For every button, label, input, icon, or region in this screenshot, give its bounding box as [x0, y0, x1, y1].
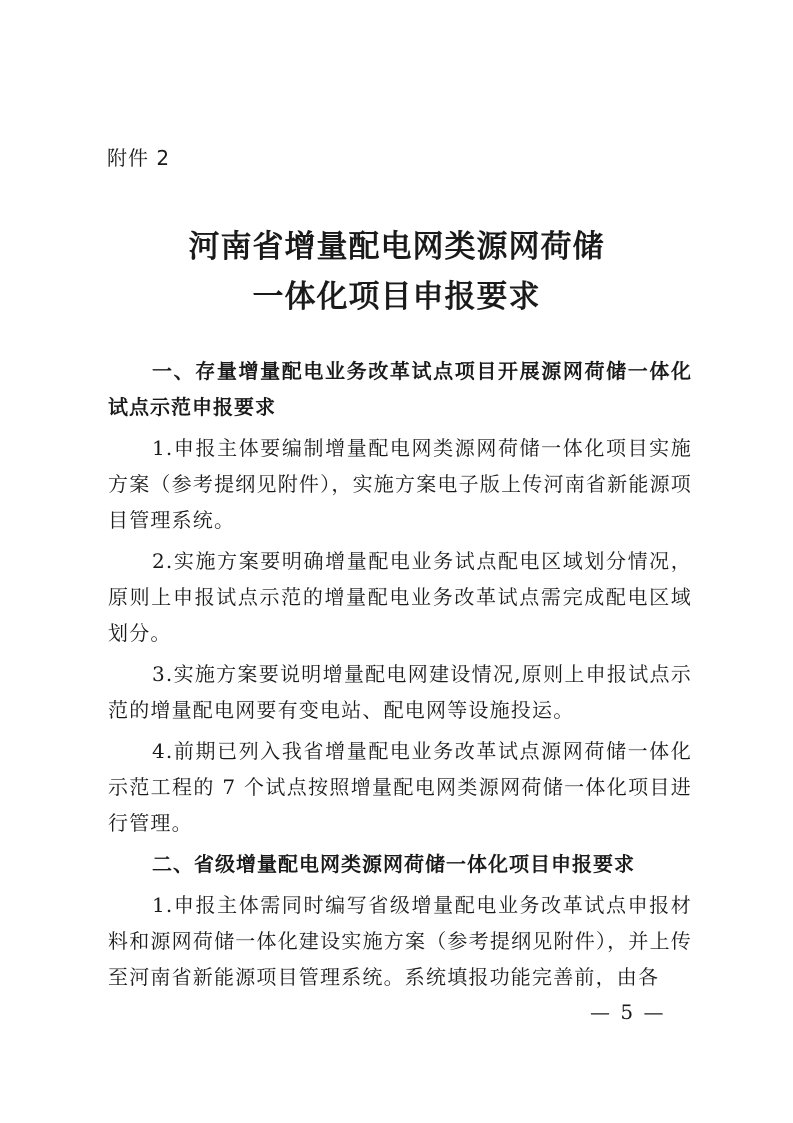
title-line-2: 一体化项目申报要求: [252, 279, 541, 315]
document-title: [0, 222, 793, 322]
page-number: — 5 —: [590, 1000, 666, 1024]
section-1-item-1: 1.申报主体要编制增量配电网类源网荷储一体化项目实施方案（参考提纲见附件），实施方案电子版上传河南省新能源项目管理系统。: [108, 436, 692, 532]
section-1-heading: 一、存量增量配电业务改革试点项目开展源网荷储一体化试点示范申报要求: [108, 359, 692, 419]
document-body: [108, 353, 692, 1000]
section-1-item-4: 4.前期已列入我省增量配电业务改革试点源网荷储一体化示范工程的 7 个试点按照增量配电网类源网荷储一体化项目进行管理。: [108, 739, 692, 835]
section-2-item-1: 1.申报主体需同时编写省级增量配电业务改革试点申报材料和源网荷储一体化建设实施方案（参考提纲见附件），并上传至河南省新能源项目管理系统。系统填报功能完善前，由各: [108, 893, 692, 989]
section-1-item-2: 2.实施方案要明确增量配电业务试点配电区域划分情况，原则上申报试点示范的增量配电业务改革试点需完成配电区域划分。: [108, 549, 692, 645]
section-1-item-3: 3.实施方案要说明增量配电网建设情况,原则上申报试点示范的增量配电网要有变电站、配电网等设施投运。: [108, 662, 692, 722]
title-line-1: 河南省增量配电网类源网荷储: [188, 229, 605, 265]
attachment-label: 附件 2: [107, 146, 171, 170]
section-2-heading: 二、省级增量配电网类源网荷储一体化项目申报要求: [152, 852, 635, 876]
